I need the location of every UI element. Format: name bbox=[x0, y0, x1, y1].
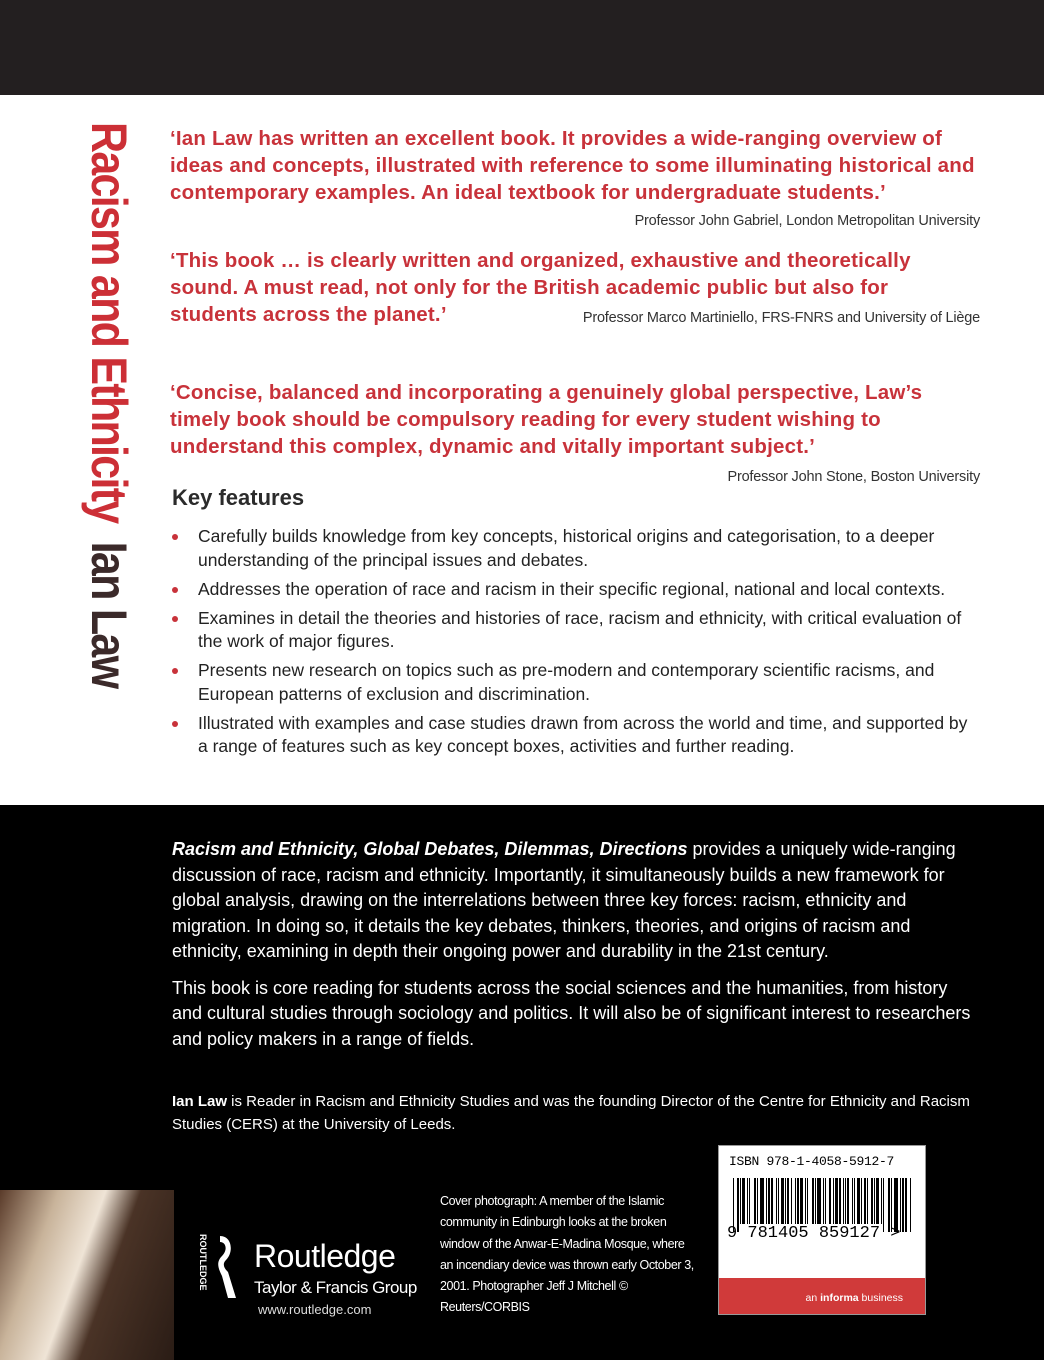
svg-text:ROUTLEDGE: ROUTLEDGE bbox=[198, 1234, 208, 1291]
item-text: Addresses the operation of race and racism in their specific regional, national and local contexts. bbox=[198, 578, 946, 599]
cover-photo bbox=[0, 1190, 174, 1360]
list-item bbox=[172, 607, 972, 654]
book-description bbox=[172, 837, 972, 1063]
isbn-text: ISBN 978-1-4058-5912-7 bbox=[729, 1154, 895, 1169]
photo-caption: Cover photograph: A member of the Islamic community in Edinburgh looks at the broken window of the Anwar-E-Madina Mosque, where an incendiary device was thrown early October 3, 2001. Photographer Jeff J Mitchell © Reuters/CORBIS bbox=[440, 1194, 694, 1315]
quote-attribution: Professor Marco Martiniello, FRS-FNRS and University of Liège bbox=[582, 310, 980, 326]
bullet-icon bbox=[172, 721, 178, 727]
book-title-italic: Racism and Ethnicity, Global Debates, Dilemmas, Directions bbox=[172, 839, 688, 859]
item-text: Examines in detail the theories and histories of race, racism and ethnicity, with critical evaluation of the work of major figures. bbox=[198, 607, 962, 651]
informa-band: an informa business bbox=[719, 1278, 925, 1314]
publisher-name: Routledge bbox=[254, 1238, 396, 1274]
quote-attribution: Professor John Gabriel, London Metropolitan University bbox=[634, 213, 980, 229]
bullet-icon bbox=[172, 616, 178, 622]
quote-attribution: Professor John Stone, Boston University bbox=[727, 469, 980, 485]
author-name: Ian Law bbox=[172, 1093, 228, 1110]
review-quote bbox=[170, 247, 980, 332]
barcode-number: 9 781405 859127 > bbox=[727, 1224, 901, 1243]
bullet-icon bbox=[172, 668, 178, 674]
key-features-heading: Key features bbox=[172, 485, 305, 510]
item-text: Illustrated with examples and case studies drawn from across the world and time, and supported by a range of features such as key concept boxes, activities and further reading. bbox=[198, 712, 968, 756]
top-band bbox=[0, 0, 1044, 95]
description-paragraph: This book is core reading for students across the social sciences and the humanities, from history and cultural studies through sociology and politics. It will also be of significant interest to researchers and policy makers in a range of fields. bbox=[172, 977, 971, 1049]
description-text: provides a uniquely wide-ranging discussion of race, racism and ethnicity. Importantly, it simultaneously builds a new framework for global analysis, drawing on the interrelations between three key forces: racism, ethnicity and migration. In doing so, it details the key debates, thinkers, theories, and origins of racism and ethnicity, examining in depth their ongoing power and durability in the 21st century. bbox=[172, 839, 956, 961]
spine-title: Racism and Ethnicity bbox=[81, 122, 137, 523]
review-quote bbox=[170, 379, 980, 491]
quote-text: ‘Ian Law has written an excellent book. It provides a wide-ranging overview of ideas and concepts, illustrated with reference to some illuminating historical and contemporary examples. An ideal textbook for undergraduate students.’ bbox=[170, 127, 975, 204]
bullet-icon bbox=[172, 587, 178, 593]
key-features-list bbox=[172, 525, 972, 764]
spine-author: Ian Law bbox=[81, 541, 137, 688]
quote-text: ‘Concise, balanced and incorporating a genuinely global perspective, Law’s timely book should be compulsory reading for every student wishing to understand this complex, dynamic and vitally important subject.’ bbox=[170, 381, 923, 458]
routledge-logo-icon bbox=[198, 1232, 238, 1302]
bio-text: is Reader in Racism and Ethnicity Studies and was the founding Director of the Centre for Ethnicity and Racism Studies (CERS) at the University of Leeds. bbox=[172, 1093, 970, 1133]
item-text: Carefully builds knowledge from key concepts, historical origins and categorisation, to a deeper understanding of the principal issues and debates. bbox=[198, 526, 935, 570]
item-text: Presents new research on topics such as pre-modern and contemporary scientific racisms, and European patterns of exclusion and discrimination. bbox=[198, 660, 935, 704]
quote-text: ‘This book … is clearly written and organized, exhaustive and theoretically sound. A must read, not only for the British academic public but also for students across the planet.’ bbox=[170, 249, 911, 326]
publisher-group: Taylor & Francis Group bbox=[254, 1278, 417, 1297]
list-item bbox=[172, 578, 972, 602]
description-paragraph bbox=[172, 837, 972, 965]
barcode-box bbox=[718, 1145, 926, 1315]
list-item bbox=[172, 712, 972, 759]
list-item bbox=[172, 659, 972, 706]
review-quote bbox=[170, 125, 980, 235]
author-bio bbox=[172, 1090, 972, 1136]
spine bbox=[81, 122, 137, 688]
list-item bbox=[172, 525, 972, 572]
publisher-url[interactable]: www.routledge.com bbox=[258, 1302, 372, 1317]
bullet-icon bbox=[172, 534, 178, 540]
